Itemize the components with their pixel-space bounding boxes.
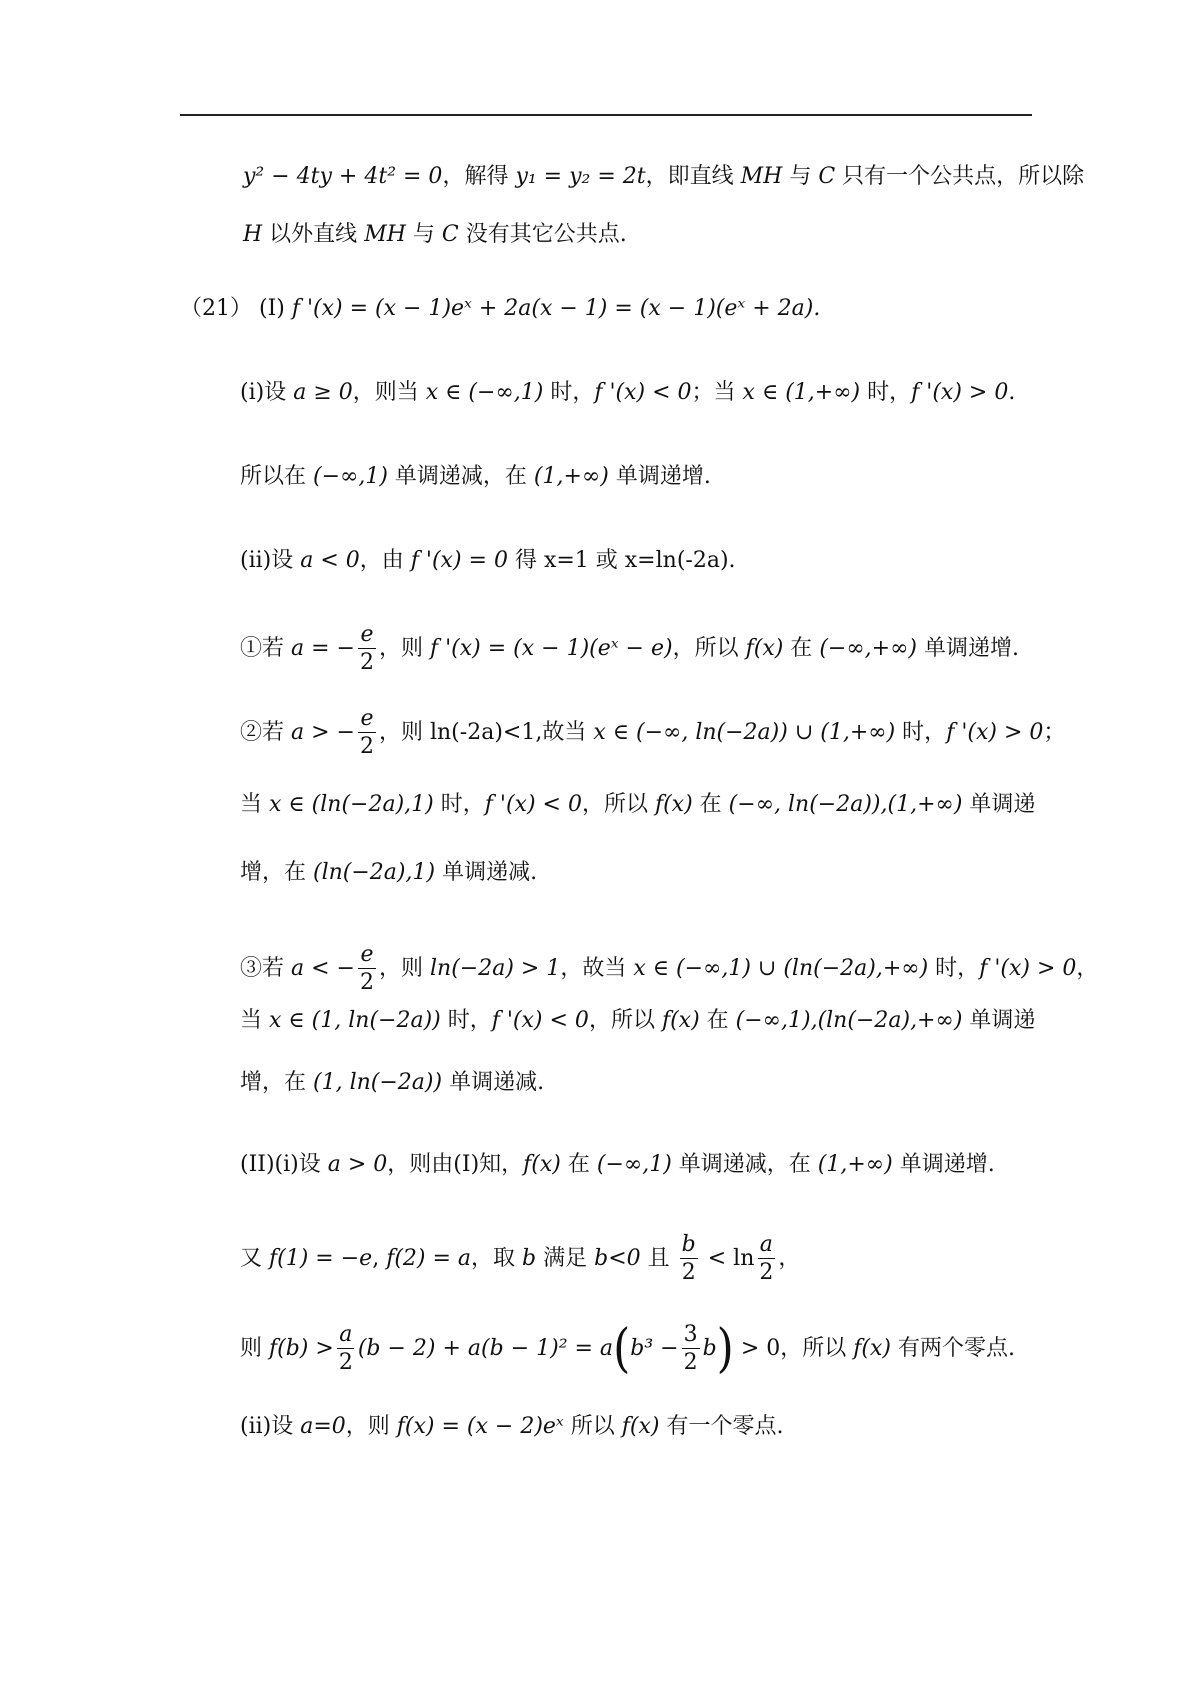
text-segment: 与 <box>405 222 442 247</box>
fraction-numerator: e <box>358 622 375 649</box>
math-interval: x ∈ (−∞, ln(−2a)) ∪ (1,+∞) <box>593 719 896 745</box>
text-segment: ，则 <box>378 635 430 661</box>
text-segment: 在 <box>692 792 729 817</box>
math-interval: (−∞,+∞) <box>819 635 917 661</box>
text-segment: ②若 <box>240 719 291 745</box>
math-function: f(x) <box>523 1152 561 1177</box>
text-segment: 以外直线 <box>262 222 365 247</box>
text-segment: (ii)设 <box>240 1414 301 1439</box>
math-function: f(x) <box>853 1335 891 1361</box>
text-segment: 在 <box>699 1008 736 1033</box>
math-expression: (b − 2) + a(b − 1)² = a <box>357 1335 614 1361</box>
big-paren-left: ( <box>613 1317 631 1379</box>
subcase-3c-line <box>240 1068 544 1098</box>
text-segment: 时， <box>543 380 595 405</box>
text-segment: 且 <box>640 1245 677 1271</box>
fraction-e-over-2 <box>358 622 376 676</box>
math-expression: f(2) = a <box>386 1245 472 1271</box>
text-segment: 没有其它公共点. <box>458 222 627 247</box>
math-condition: a ≥ 0 <box>293 380 353 405</box>
math-condition: b<0 <box>594 1245 641 1271</box>
text-segment: 有一个零点. <box>659 1414 784 1439</box>
fraction-numerator: e <box>358 706 375 733</box>
text-segment: 又 <box>240 1245 269 1271</box>
text-segment: ③若 <box>240 955 291 981</box>
text-segment: (ii)设 <box>240 548 301 573</box>
text-segment: 所以 <box>563 1414 622 1439</box>
math-inequality: f '(x) < 0 <box>484 792 582 817</box>
text-segment: 单调递增. <box>892 1152 995 1177</box>
text-segment: 单调递减. <box>435 860 538 885</box>
subcase-3b-line <box>240 1006 1035 1036</box>
case-i-line <box>240 378 1015 408</box>
fraction-a-over-2 <box>337 1322 355 1376</box>
math-operator: > 0 <box>733 1335 781 1361</box>
fraction-denominator: 2 <box>681 1260 696 1286</box>
subcase-1-line <box>240 622 1019 676</box>
text-segment: 单调递增. <box>608 464 711 489</box>
text-segment: ，故当 <box>560 955 634 981</box>
case-ii-line <box>240 546 736 576</box>
math-operator: < ln <box>700 1245 755 1271</box>
text-segment: 单调递 <box>962 1008 1036 1033</box>
text-segment: 则 <box>240 1335 269 1361</box>
fraction-denominator: 2 <box>759 1260 774 1286</box>
monotonic-line <box>240 462 711 492</box>
text-segment: 所以在 <box>240 464 313 489</box>
math-condition: a > − <box>291 719 355 745</box>
math-expression: f '(x) = (x − 1)(eˣ − e) <box>429 635 673 661</box>
fraction-a-over-2 <box>757 1232 775 1286</box>
math-expression: f(1) = −e <box>269 1245 373 1271</box>
text-segment: ，解得 <box>442 164 516 189</box>
math-inequality: f '(x) > 0 <box>911 380 1009 405</box>
fraction-3-over-2 <box>682 1322 700 1376</box>
math-inequality: f '(x) < 0 <box>594 380 692 405</box>
big-paren-right: ) <box>716 1317 734 1379</box>
text-line-2 <box>243 220 627 250</box>
math-roots: y₁ = y₂ = 2t <box>515 164 646 189</box>
text-segment: 单调递 <box>962 792 1036 817</box>
text-segment: ，所以 <box>588 1008 662 1033</box>
fraction-denominator: 2 <box>359 734 374 760</box>
text-segment: 时， <box>433 792 485 817</box>
math-var: b <box>702 1335 717 1361</box>
math-inequality: f '(x) > 0 <box>979 955 1077 981</box>
math-interval: x ∈ (1, ln(−2a)) <box>269 1008 441 1033</box>
fraction-b-over-2 <box>680 1232 698 1286</box>
text-segment: 在 <box>783 635 820 661</box>
math-function: f(x) <box>661 1008 700 1033</box>
text-segment: 时， <box>895 719 947 745</box>
math-interval: (−∞,1) <box>596 1152 672 1177</box>
text-segment: ，则 <box>345 1414 397 1439</box>
text-segment: 有两个零点. <box>890 1335 1015 1361</box>
math-condition: a=0 <box>300 1414 346 1439</box>
subcase-2-line <box>240 706 1065 760</box>
text-segment: ，取 <box>471 1245 523 1271</box>
math-var: C <box>441 222 459 247</box>
math-expression: b³ − <box>630 1335 679 1361</box>
fraction-numerator: a <box>758 1232 775 1259</box>
part-II-i-line <box>240 1150 995 1180</box>
math-function: f(x) <box>654 792 693 817</box>
text-segment: 只有一个公共点，所以除 <box>835 164 1085 189</box>
math-interval: x ∈ (−∞,1) <box>425 380 544 405</box>
math-inequality: f '(x) > 0 <box>946 719 1044 745</box>
math-expression: f(b) > <box>269 1335 334 1361</box>
math-derivative: f '(x) = (x − 1)eˣ + 2a(x − 1) = (x − 1)(eˣ + 2a). <box>291 296 821 321</box>
text-segment: ，则 <box>378 955 430 981</box>
text-segment: 当 <box>240 1008 269 1033</box>
text-segment: ；当 <box>691 380 743 405</box>
text-segment: 单调递增. <box>917 635 1019 661</box>
subcase-2b-line <box>240 790 1035 820</box>
text-segment: 单调递减. <box>442 1070 545 1095</box>
text-segment: ，所以 <box>581 792 655 817</box>
a-zero-line <box>240 1412 783 1442</box>
math-var: b <box>522 1245 537 1271</box>
math-interval: (−∞,1) <box>313 464 388 489</box>
math-interval: x ∈ (1,+∞) <box>742 380 861 405</box>
text-segment: ； <box>1043 719 1066 745</box>
math-interval: (ln(−2a),1) <box>313 860 436 885</box>
math-interval: x ∈ (−∞,1) ∪ (ln(−2a),+∞) <box>633 955 929 981</box>
text-segment: 增，在 <box>240 1070 313 1095</box>
text-segment: ，所以 <box>780 1335 854 1361</box>
math-interval: x ∈ (ln(−2a),1) <box>269 792 434 817</box>
text-segment: 时， <box>440 1008 492 1033</box>
text-segment: ，则 ln(-2a)<1,故当 <box>378 719 594 745</box>
math-var: C <box>818 164 836 189</box>
math-quadratic: y² − 4ty + 4t² = 0 <box>243 164 443 189</box>
math-var: MH <box>740 164 783 189</box>
question-number: （21） <box>180 296 252 321</box>
fraction-denominator: 2 <box>683 1350 698 1376</box>
text-segment: 时， <box>860 380 912 405</box>
math-var: H <box>243 222 263 247</box>
text-segment: ，即直线 <box>645 164 741 189</box>
math-function: f(x) <box>745 635 784 661</box>
text-segment: ，则由(I)知， <box>387 1152 524 1177</box>
header-rule <box>180 114 1032 116</box>
math-inequality: ln(−2a) > 1 <box>429 955 561 981</box>
values-line <box>240 1232 800 1286</box>
math-expression: f(x) = (x − 2)eˣ <box>396 1414 564 1439</box>
text-segment: ， <box>778 1245 801 1271</box>
text-segment: . <box>1008 380 1016 405</box>
math-condition: a = − <box>291 635 355 661</box>
fraction-numerator: 3 <box>682 1322 700 1349</box>
text-segment: ①若 <box>240 635 291 661</box>
math-condition: a < − <box>291 955 355 981</box>
fraction-numerator: b <box>680 1232 698 1259</box>
text-segment: 得 x=1 或 x=ln(-2a). <box>507 548 736 573</box>
text-segment: 在 <box>560 1152 597 1177</box>
subcase-2c-line <box>240 858 537 888</box>
text-segment: ，则当 <box>352 380 426 405</box>
text-segment: , <box>372 1245 387 1271</box>
fraction-denominator: 2 <box>359 650 374 676</box>
fraction-e-over-2 <box>358 706 376 760</box>
fraction-denominator: 2 <box>338 1350 353 1376</box>
text-segment: 单调递减，在 <box>387 464 534 489</box>
part-label: (I) <box>259 296 285 321</box>
math-condition: a > 0 <box>327 1152 388 1177</box>
math-function: f(x) <box>621 1414 660 1439</box>
zeros-line <box>240 1317 1015 1379</box>
math-interval: (1,+∞) <box>533 464 609 489</box>
text-segment: 单调递减，在 <box>671 1152 818 1177</box>
math-interval: (−∞, ln(−2a)),(1,+∞) <box>728 792 963 817</box>
fraction-e-over-2 <box>358 942 376 996</box>
text-line-1 <box>243 162 1084 192</box>
math-inequality: f '(x) < 0 <box>491 1008 589 1033</box>
text-segment: ，由 <box>359 548 411 573</box>
question-21-line <box>180 294 820 324</box>
text-segment: ， <box>1076 955 1099 981</box>
text-segment: (i)设 <box>240 380 294 405</box>
fraction-numerator: e <box>358 942 375 969</box>
subcase-3-line <box>240 942 1098 996</box>
math-interval: (−∞,1),(ln(−2a),+∞) <box>735 1008 963 1033</box>
text-segment: ，所以 <box>672 635 746 661</box>
text-segment: 满足 <box>536 1245 595 1271</box>
text-segment: 与 <box>782 164 819 189</box>
text-segment: (II)(i)设 <box>240 1152 328 1177</box>
math-interval: (1, ln(−2a)) <box>313 1070 443 1095</box>
math-equation: f '(x) = 0 <box>410 548 508 573</box>
fraction-denominator: 2 <box>359 970 374 996</box>
math-interval: (1,+∞) <box>817 1152 893 1177</box>
fraction-numerator: a <box>337 1322 354 1349</box>
math-condition: a < 0 <box>300 548 360 573</box>
text-segment: 当 <box>240 792 269 817</box>
text-segment: 时， <box>928 955 980 981</box>
math-var: MH <box>364 222 406 247</box>
text-segment: 增，在 <box>240 860 313 885</box>
